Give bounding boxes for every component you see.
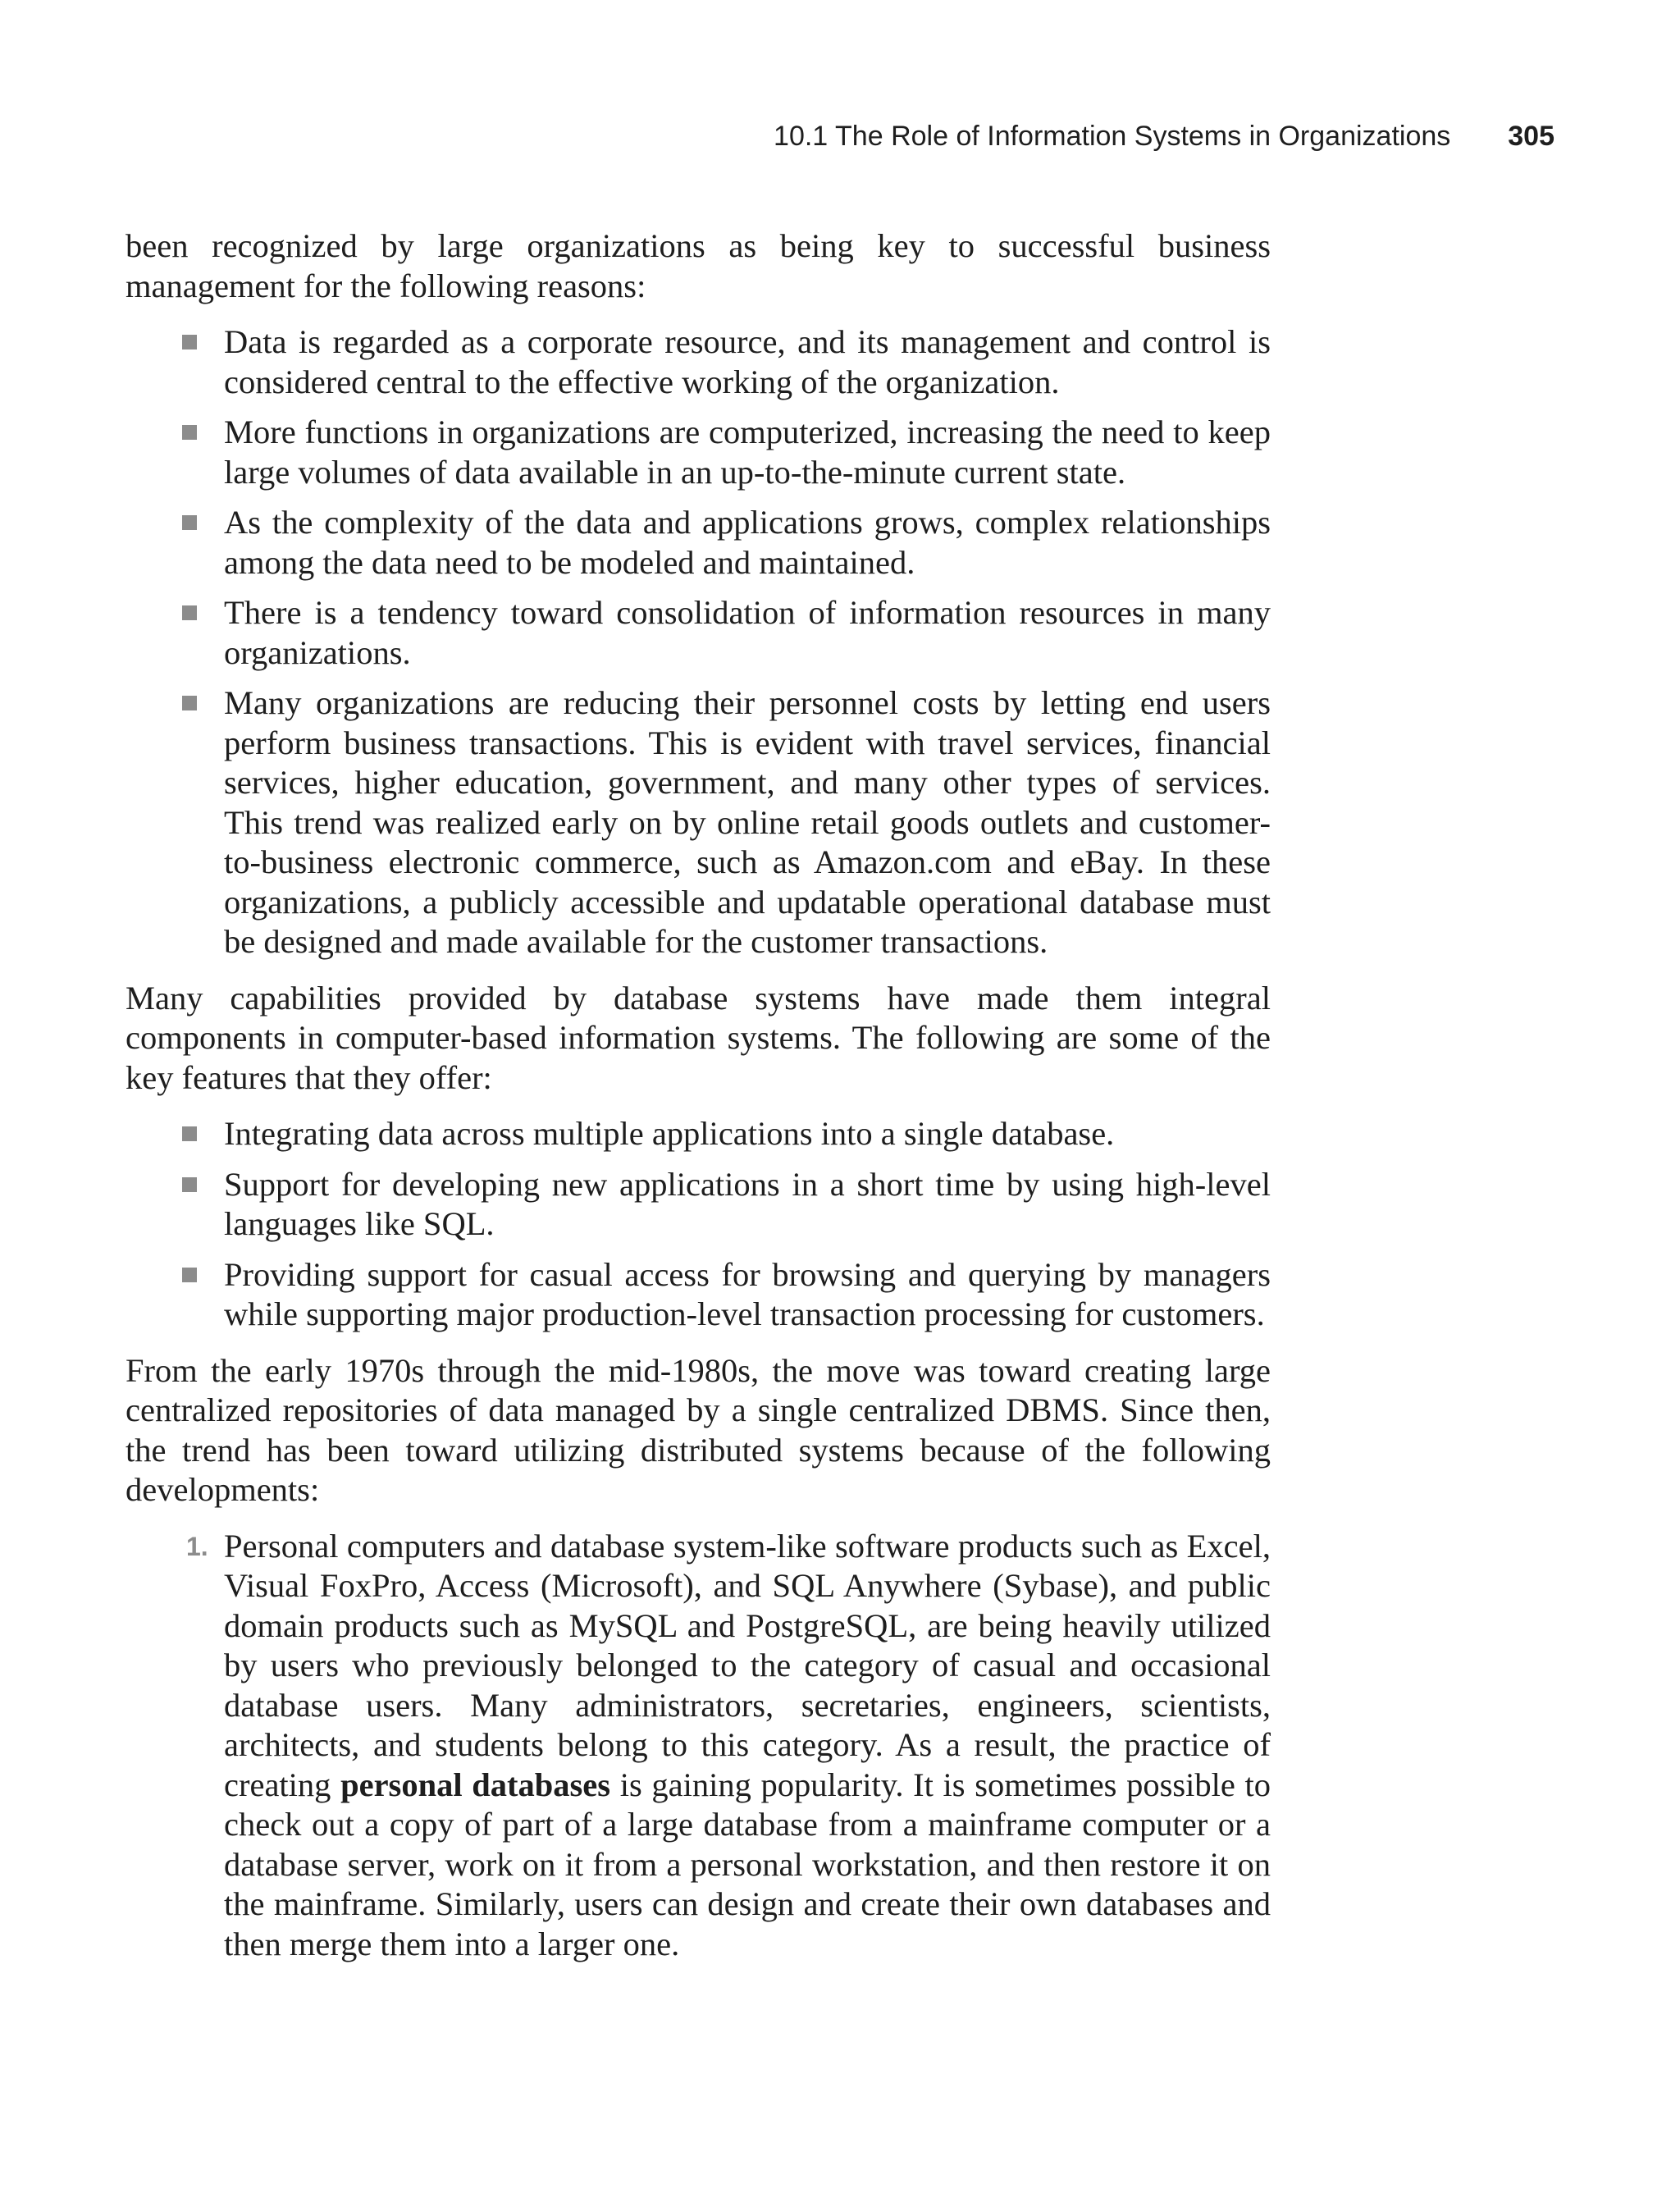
list-item [224,503,1271,582]
page-body [126,226,1271,1964]
list-item-text: Providing support for casual access for browsing and querying by managers while supporting major production-level transaction processing for customers. [224,1255,1271,1332]
developments-list [126,1527,1271,1965]
list-item [224,413,1271,492]
running-header [0,120,1554,153]
page-number: 305 [1508,121,1554,152]
list-item [224,322,1271,402]
section-title: 10.1 The Role of Information Systems in Organizations [774,121,1451,152]
list-item-text: Many organizations are reducing their personnel costs by letting end users perform business transactions. This is evident with travel services, financial services, higher education, government, and many other types of services. This trend was realized early on by online retail goods outlets and customer-to-business electronic commerce, such as Amazon.com and eBay. In these organizations, a publicly accessible and updatable operational database must be designed and made available for the customer transactions. [224,684,1271,960]
intro-paragraph: been recognized by large organizations as being key to successful business management for the following reasons: [126,227,1271,304]
square-bullet-icon [182,1177,197,1192]
list-item [224,1255,1271,1335]
list-item-text: There is a tendency toward consolidation of information resources in many organizations. [224,594,1271,671]
list-item [224,1165,1271,1245]
square-bullet-icon [182,605,197,620]
list-item-text: Data is regarded as a corporate resource, and its management and control is considered central to the effective working of the organization. [224,323,1271,400]
key-term: personal databases [340,1766,611,1803]
square-bullet-icon [182,1126,197,1141]
history-paragraph: From the early 1970s through the mid-1980s, the move was toward creating large centralized repositories of data managed by a single centralized DBMS. Since then, the trend has been toward utilizing distributed systems because of the following developments: [126,1351,1271,1508]
square-bullet-icon [182,425,197,440]
square-bullet-icon [182,335,197,349]
list-item-text: Personal computers and database system-like software products such as Excel, Visual FoxPro, Access (Microsoft), and SQL Anywhere (Sybase), and public domain products such as MySQL and PostgreSQL, are being heavily utilized by users who previously belonged to the category of casual and occasional database users. Many administrators, secretaries, engineers, scientists, architects, and students belong to this category. As a result, the practice of creating [224,1527,1271,1803]
list-item-text: Integrating data across multiple applications into a single database. [224,1115,1115,1152]
capabilities-paragraph: Many capabilities provided by database systems have made them integral components in computer-based information systems. The following are some of the key features that they offer: [126,979,1271,1096]
square-bullet-icon [182,696,197,710]
list-item-text: More functions in organizations are computerized, increasing the need to keep large volumes of data available in an up-to-the-minute current state. [224,413,1271,491]
list-item [186,1527,1271,1965]
reasons-list [126,322,1271,962]
list-item-text: As the complexity of the data and applications grows, complex relationships among the data need to be modeled and maintained. [224,504,1271,581]
list-item [224,1114,1271,1154]
list-item [224,593,1271,673]
list-number: 1. [186,1531,208,1561]
list-item-text: is gaining popularity. It is sometimes possible to check out a copy of part of a large database from a mainframe computer or a database server, work on it from a personal workstation, and then restore it on the mainframe. Similarly, users can design and create their own databases and then merge them into a larger one. [224,1766,1271,1962]
list-item-text: Support for developing new applications in a short time by using high-level languages like SQL. [224,1165,1271,1242]
features-list [126,1114,1271,1335]
square-bullet-icon [182,1268,197,1282]
list-item [224,683,1271,962]
square-bullet-icon [182,515,197,530]
